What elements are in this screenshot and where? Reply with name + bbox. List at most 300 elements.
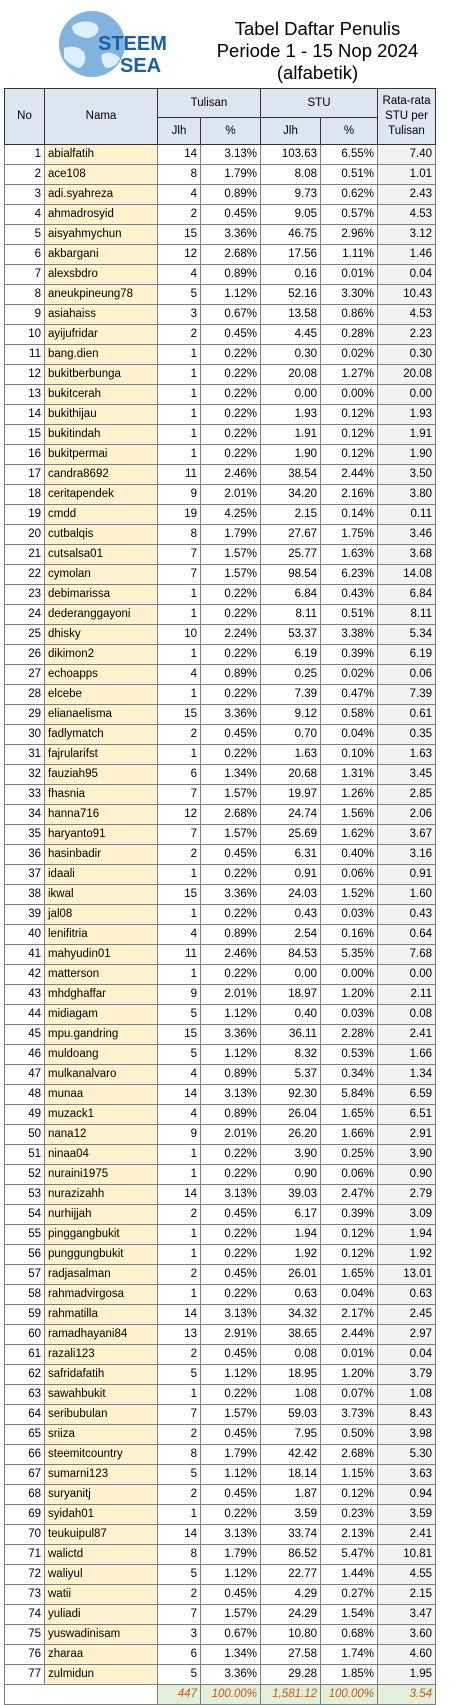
- stu-jlh: 7.95: [261, 1425, 321, 1445]
- rata-rata-stu: 1.90: [378, 445, 436, 465]
- tulisan-jlh: 5: [158, 1465, 201, 1485]
- writer-name: elcebe: [45, 685, 158, 705]
- row-no: 38: [5, 885, 45, 905]
- tulisan-pct: 1.34%: [201, 1645, 261, 1665]
- writer-name: bukitpermai: [45, 445, 158, 465]
- tulisan-jlh: 5: [158, 1045, 201, 1065]
- tulisan-jlh: 5: [158, 1365, 201, 1385]
- tulisan-pct: 1.57%: [201, 1605, 261, 1625]
- tulisan-jlh: 2: [158, 725, 201, 745]
- table-row: [5, 1025, 436, 1045]
- stu-jlh: 1.90: [261, 445, 321, 465]
- rata-rata-stu: 0.63: [378, 1285, 436, 1305]
- stu-pct: 0.23%: [321, 1505, 378, 1525]
- table-row: [5, 1465, 436, 1485]
- tulisan-pct: 1.79%: [201, 1445, 261, 1465]
- stu-pct: 2.44%: [321, 1325, 378, 1345]
- writer-name: fajrularifst: [45, 745, 158, 765]
- rata-rata-stu: 4.53: [378, 305, 436, 325]
- stu-pct: 2.68%: [321, 1445, 378, 1465]
- rata-rata-stu: 0.35: [378, 725, 436, 745]
- stu-pct: 0.51%: [321, 605, 378, 625]
- stu-jlh: 1.93: [261, 405, 321, 425]
- stu-jlh: 27.58: [261, 1645, 321, 1665]
- stu-jlh: 39.03: [261, 1185, 321, 1205]
- tulisan-jlh: 13: [158, 1325, 201, 1345]
- tulisan-pct: 2.01%: [201, 985, 261, 1005]
- tulisan-jlh: 14: [158, 1305, 201, 1325]
- tulisan-pct: 0.89%: [201, 185, 261, 205]
- table-row: [5, 545, 436, 565]
- writer-name: sriiza: [45, 1425, 158, 1445]
- row-no: 15: [5, 425, 45, 445]
- stu-jlh: 7.39: [261, 685, 321, 705]
- tulisan-jlh: 8: [158, 1545, 201, 1565]
- rata-rata-stu: 1.94: [378, 1225, 436, 1245]
- stu-pct: 2.13%: [321, 1525, 378, 1545]
- stu-pct: 5.84%: [321, 1085, 378, 1105]
- stu-jlh: 0.25: [261, 665, 321, 685]
- writer-name: ceritapendek: [45, 485, 158, 505]
- row-no: 49: [5, 1105, 45, 1125]
- stu-pct: 1.85%: [321, 1665, 378, 1685]
- rata-rata-stu: 3.68: [378, 545, 436, 565]
- total-pct-stu: 100.00%: [321, 1685, 378, 1705]
- stu-pct: 0.58%: [321, 705, 378, 725]
- stu-pct: 0.28%: [321, 325, 378, 345]
- table-row: [5, 605, 436, 625]
- row-no: 64: [5, 1405, 45, 1425]
- writer-name: jal08: [45, 905, 158, 925]
- stu-pct: 0.39%: [321, 645, 378, 665]
- table-row: [5, 1065, 436, 1085]
- table-row: [5, 1005, 436, 1025]
- tulisan-pct: 1.79%: [201, 1545, 261, 1565]
- row-no: 10: [5, 325, 45, 345]
- row-no: 28: [5, 685, 45, 705]
- row-no: 56: [5, 1245, 45, 1265]
- writer-name: cutbalqis: [45, 525, 158, 545]
- writer-name: cmdd: [45, 505, 158, 525]
- row-no: 66: [5, 1445, 45, 1465]
- table-row: [5, 325, 436, 345]
- row-no: 57: [5, 1265, 45, 1285]
- tulisan-jlh: 1: [158, 1145, 201, 1165]
- stu-pct: 0.12%: [321, 1225, 378, 1245]
- stu-jlh: 0.63: [261, 1285, 321, 1305]
- writer-name: munaa: [45, 1085, 158, 1105]
- stu-jlh: 1.91: [261, 425, 321, 445]
- table-row: [5, 425, 436, 445]
- rata-rata-stu: 2.79: [378, 1185, 436, 1205]
- tulisan-jlh: 2: [158, 845, 201, 865]
- tulisan-jlh: 2: [158, 1585, 201, 1605]
- table-row: [5, 1665, 436, 1685]
- writer-name: safridafatih: [45, 1365, 158, 1385]
- writer-name: rahmadvirgosa: [45, 1285, 158, 1305]
- row-no: 70: [5, 1525, 45, 1545]
- header-stu-jlh: Jlh: [261, 118, 321, 145]
- writer-name: mhdghaffar: [45, 985, 158, 1005]
- tulisan-jlh: 1: [158, 445, 201, 465]
- row-no: 50: [5, 1125, 45, 1145]
- row-no: 40: [5, 925, 45, 945]
- steem-sea-logo: [50, 6, 170, 86]
- tulisan-pct: 0.45%: [201, 1345, 261, 1365]
- stu-pct: 0.68%: [321, 1625, 378, 1645]
- tulisan-jlh: 4: [158, 665, 201, 685]
- table-row: [5, 705, 436, 725]
- tulisan-pct: 0.22%: [201, 745, 261, 765]
- stu-pct: 0.40%: [321, 845, 378, 865]
- tulisan-jlh: 1: [158, 585, 201, 605]
- stu-jlh: 3.90: [261, 1145, 321, 1165]
- row-no: 16: [5, 445, 45, 465]
- tulisan-pct: 2.68%: [201, 245, 261, 265]
- table-row: [5, 785, 436, 805]
- writer-name: alexsbdro: [45, 265, 158, 285]
- row-no: 33: [5, 785, 45, 805]
- tulisan-jlh: 15: [158, 885, 201, 905]
- stu-pct: 1.65%: [321, 1265, 378, 1285]
- stu-pct: 0.62%: [321, 185, 378, 205]
- stu-jlh: 84.53: [261, 945, 321, 965]
- writer-name: muzack1: [45, 1105, 158, 1125]
- tulisan-pct: 0.22%: [201, 1245, 261, 1265]
- table-row: [5, 665, 436, 685]
- tulisan-pct: 1.57%: [201, 825, 261, 845]
- tulisan-pct: 0.22%: [201, 605, 261, 625]
- row-no: 68: [5, 1485, 45, 1505]
- writer-name: teukuipul87: [45, 1525, 158, 1545]
- stu-pct: 5.35%: [321, 945, 378, 965]
- row-no: 35: [5, 825, 45, 845]
- tulisan-jlh: 1: [158, 645, 201, 665]
- stu-pct: 3.38%: [321, 625, 378, 645]
- writer-name: asiahaiss: [45, 305, 158, 325]
- header-stu-pct: %: [321, 118, 378, 145]
- rata-rata-stu: 0.00: [378, 385, 436, 405]
- stu-pct: 1.26%: [321, 785, 378, 805]
- row-no: 25: [5, 625, 45, 645]
- stu-pct: 0.50%: [321, 1425, 378, 1445]
- stu-pct: 0.06%: [321, 865, 378, 885]
- tulisan-pct: 3.36%: [201, 885, 261, 905]
- row-no: 46: [5, 1045, 45, 1065]
- title-line-1: Tabel Daftar Penulis: [234, 18, 401, 39]
- tulisan-pct: 0.22%: [201, 1145, 261, 1165]
- stu-jlh: 5.37: [261, 1065, 321, 1085]
- tulisan-pct: 0.22%: [201, 1165, 261, 1185]
- tulisan-pct: 0.89%: [201, 925, 261, 945]
- table-row: [5, 225, 436, 245]
- tulisan-pct: 0.22%: [201, 425, 261, 445]
- stu-jlh: 98.54: [261, 565, 321, 585]
- row-no: 23: [5, 585, 45, 605]
- tulisan-jlh: 4: [158, 265, 201, 285]
- rata-rata-stu: 3.98: [378, 1425, 436, 1445]
- tulisan-pct: 0.22%: [201, 585, 261, 605]
- tulisan-jlh: 4: [158, 1105, 201, 1125]
- writer-name: echoapps: [45, 665, 158, 685]
- row-no: 14: [5, 405, 45, 425]
- stu-pct: 0.27%: [321, 1585, 378, 1605]
- rata-rata-stu: 1.92: [378, 1245, 436, 1265]
- stu-pct: 0.00%: [321, 385, 378, 405]
- stu-jlh: 3.59: [261, 1505, 321, 1525]
- stu-jlh: 1.63: [261, 745, 321, 765]
- row-no: 32: [5, 765, 45, 785]
- tulisan-jlh: 6: [158, 765, 201, 785]
- table-row: [5, 485, 436, 505]
- stu-jlh: 59.03: [261, 1405, 321, 1425]
- rata-rata-stu: 0.64: [378, 925, 436, 945]
- tulisan-pct: 3.36%: [201, 1665, 261, 1685]
- tulisan-pct: 1.57%: [201, 545, 261, 565]
- row-no: 37: [5, 865, 45, 885]
- stu-jlh: 26.01: [261, 1265, 321, 1285]
- stu-pct: 0.51%: [321, 165, 378, 185]
- tulisan-jlh: 1: [158, 965, 201, 985]
- rata-rata-stu: 3.59: [378, 1505, 436, 1525]
- stu-jlh: 20.08: [261, 365, 321, 385]
- stu-jlh: 1.87: [261, 1485, 321, 1505]
- tulisan-jlh: 2: [158, 1345, 201, 1365]
- tulisan-jlh: 2: [158, 1265, 201, 1285]
- stu-jlh: 19.97: [261, 785, 321, 805]
- tulisan-pct: 1.12%: [201, 1045, 261, 1065]
- stu-jlh: 33.74: [261, 1525, 321, 1545]
- tulisan-pct: 2.01%: [201, 485, 261, 505]
- stu-pct: 1.66%: [321, 1125, 378, 1145]
- stu-jlh: 2.15: [261, 505, 321, 525]
- table-row: [5, 985, 436, 1005]
- tulisan-jlh: 3: [158, 305, 201, 325]
- row-no: 75: [5, 1625, 45, 1645]
- tulisan-jlh: 19: [158, 505, 201, 525]
- row-no: 20: [5, 525, 45, 545]
- stu-pct: 0.16%: [321, 925, 378, 945]
- stu-jlh: 24.03: [261, 885, 321, 905]
- writer-name: dhisky: [45, 625, 158, 645]
- table-row: [5, 1545, 436, 1565]
- writer-name: matterson: [45, 965, 158, 985]
- header-tulisan: Tulisan: [158, 89, 261, 118]
- row-no: 67: [5, 1465, 45, 1485]
- stu-jlh: 0.70: [261, 725, 321, 745]
- tulisan-jlh: 15: [158, 225, 201, 245]
- table-row: [5, 1605, 436, 1625]
- tulisan-pct: 1.12%: [201, 285, 261, 305]
- rata-rata-stu: 2.85: [378, 785, 436, 805]
- tulisan-jlh: 4: [158, 185, 201, 205]
- rata-rata-stu: 1.66: [378, 1045, 436, 1065]
- stu-pct: 2.16%: [321, 485, 378, 505]
- table-row: [5, 1145, 436, 1165]
- row-no: 19: [5, 505, 45, 525]
- writer-name: muldoang: [45, 1045, 158, 1065]
- stu-jlh: 9.73: [261, 185, 321, 205]
- table-row: [5, 725, 436, 745]
- rata-rata-stu: 1.34: [378, 1065, 436, 1085]
- row-no: 65: [5, 1425, 45, 1445]
- row-no: 31: [5, 745, 45, 765]
- writer-name: rahmatilla: [45, 1305, 158, 1325]
- rata-rata-stu: 2.23: [378, 325, 436, 345]
- table-row: [5, 1205, 436, 1225]
- tulisan-pct: 1.12%: [201, 1365, 261, 1385]
- tulisan-pct: 0.45%: [201, 845, 261, 865]
- rata-rata-stu: 2.97: [378, 1325, 436, 1345]
- row-no: 51: [5, 1145, 45, 1165]
- tulisan-pct: 0.45%: [201, 205, 261, 225]
- table-row: [5, 865, 436, 885]
- row-no: 2: [5, 165, 45, 185]
- tulisan-pct: 3.13%: [201, 1525, 261, 1545]
- stu-pct: 0.10%: [321, 745, 378, 765]
- stu-pct: 0.01%: [321, 1345, 378, 1365]
- stu-jlh: 4.45: [261, 325, 321, 345]
- table-row: [5, 245, 436, 265]
- rata-rata-stu: 0.08: [378, 1005, 436, 1025]
- tulisan-pct: 1.12%: [201, 1465, 261, 1485]
- stu-jlh: 24.74: [261, 805, 321, 825]
- tulisan-jlh: 14: [158, 1085, 201, 1105]
- table-row: [5, 385, 436, 405]
- tulisan-pct: 2.24%: [201, 625, 261, 645]
- stu-pct: 0.03%: [321, 1005, 378, 1025]
- tulisan-pct: 3.36%: [201, 705, 261, 725]
- tulisan-jlh: 14: [158, 1525, 201, 1545]
- tulisan-pct: 0.89%: [201, 665, 261, 685]
- stu-jlh: 36.11: [261, 1025, 321, 1045]
- tulisan-jlh: 1: [158, 865, 201, 885]
- stu-pct: 0.01%: [321, 265, 378, 285]
- table-row: [5, 1625, 436, 1645]
- rata-rata-stu: 3.12: [378, 225, 436, 245]
- stu-jlh: 29.28: [261, 1665, 321, 1685]
- table-row: [5, 465, 436, 485]
- row-no: 72: [5, 1565, 45, 1585]
- stu-jlh: 18.97: [261, 985, 321, 1005]
- table-row: [5, 265, 436, 285]
- rata-rata-stu: 1.46: [378, 245, 436, 265]
- row-no: 69: [5, 1505, 45, 1525]
- row-no: 9: [5, 305, 45, 325]
- row-no: 34: [5, 805, 45, 825]
- stu-pct: 0.07%: [321, 1385, 378, 1405]
- writer-name: razali123: [45, 1345, 158, 1365]
- tulisan-jlh: 12: [158, 245, 201, 265]
- rata-rata-stu: 3.50: [378, 465, 436, 485]
- rata-rata-stu: 1.93: [378, 405, 436, 425]
- writer-name: adi.syahreza: [45, 185, 158, 205]
- stu-pct: 0.04%: [321, 1285, 378, 1305]
- row-no: 26: [5, 645, 45, 665]
- tulisan-pct: 0.22%: [201, 405, 261, 425]
- row-no: 1: [5, 145, 45, 165]
- tulisan-pct: 0.22%: [201, 445, 261, 465]
- table-row: [5, 1305, 436, 1325]
- writer-name: aneukpineung78: [45, 285, 158, 305]
- writer-name: nana12: [45, 1125, 158, 1145]
- tulisan-pct: 2.46%: [201, 945, 261, 965]
- rata-rata-stu: 1.01: [378, 165, 436, 185]
- table-row: [5, 885, 436, 905]
- stu-pct: 1.54%: [321, 1605, 378, 1625]
- rata-rata-stu: 4.60: [378, 1645, 436, 1665]
- stu-pct: 0.25%: [321, 1145, 378, 1165]
- row-no: 58: [5, 1285, 45, 1305]
- table-row: [5, 1565, 436, 1585]
- rata-rata-stu: 13.01: [378, 1265, 436, 1285]
- stu-pct: 0.12%: [321, 1485, 378, 1505]
- rata-rata-stu: 2.06: [378, 805, 436, 825]
- row-no: 27: [5, 665, 45, 685]
- writer-name: syidah01: [45, 1505, 158, 1525]
- tulisan-pct: 0.22%: [201, 685, 261, 705]
- rata-rata-stu: 20.08: [378, 365, 436, 385]
- tulisan-pct: 0.89%: [201, 1105, 261, 1125]
- tulisan-pct: 0.67%: [201, 305, 261, 325]
- writer-name: yuliadi: [45, 1605, 158, 1625]
- stu-jlh: 0.40: [261, 1005, 321, 1025]
- tulisan-pct: 0.22%: [201, 1505, 261, 1525]
- rata-rata-stu: 0.04: [378, 1345, 436, 1365]
- stu-jlh: 10.80: [261, 1625, 321, 1645]
- rata-rata-stu: 2.15: [378, 1585, 436, 1605]
- rata-rata-stu: 2.41: [378, 1525, 436, 1545]
- table-row: [5, 825, 436, 845]
- table-row: [5, 1245, 436, 1265]
- table-row: [5, 945, 436, 965]
- tulisan-jlh: 9: [158, 985, 201, 1005]
- tulisan-jlh: 2: [158, 1425, 201, 1445]
- tulisan-pct: 1.12%: [201, 1005, 261, 1025]
- tulisan-pct: 3.36%: [201, 225, 261, 245]
- tulisan-pct: 1.12%: [201, 1565, 261, 1585]
- table-row: [5, 405, 436, 425]
- stu-jlh: 27.67: [261, 525, 321, 545]
- writer-name: sawahbukit: [45, 1385, 158, 1405]
- row-no: 12: [5, 365, 45, 385]
- totals-row: [5, 1685, 436, 1705]
- writer-name: fhasnia: [45, 785, 158, 805]
- writer-name: zharaa: [45, 1645, 158, 1665]
- rata-rata-stu: 4.55: [378, 1565, 436, 1585]
- writer-name: elianaelisma: [45, 705, 158, 725]
- tulisan-jlh: 1: [158, 405, 201, 425]
- rata-rata-stu: 6.51: [378, 1105, 436, 1125]
- row-no: 5: [5, 225, 45, 245]
- table-row: [5, 1345, 436, 1365]
- header-no: No: [5, 89, 45, 145]
- table-row: [5, 205, 436, 225]
- stu-jlh: 22.77: [261, 1565, 321, 1585]
- stu-jlh: 52.16: [261, 285, 321, 305]
- stu-pct: 0.39%: [321, 1205, 378, 1225]
- writer-name: dederanggayoni: [45, 605, 158, 625]
- table-row: [5, 645, 436, 665]
- tulisan-jlh: 8: [158, 165, 201, 185]
- tulisan-pct: 0.67%: [201, 1625, 261, 1645]
- tulisan-pct: 1.57%: [201, 1405, 261, 1425]
- table-row: [5, 1325, 436, 1345]
- stu-pct: 0.02%: [321, 665, 378, 685]
- tulisan-pct: 0.22%: [201, 905, 261, 925]
- tulisan-pct: 3.36%: [201, 1025, 261, 1045]
- table-row: [5, 905, 436, 925]
